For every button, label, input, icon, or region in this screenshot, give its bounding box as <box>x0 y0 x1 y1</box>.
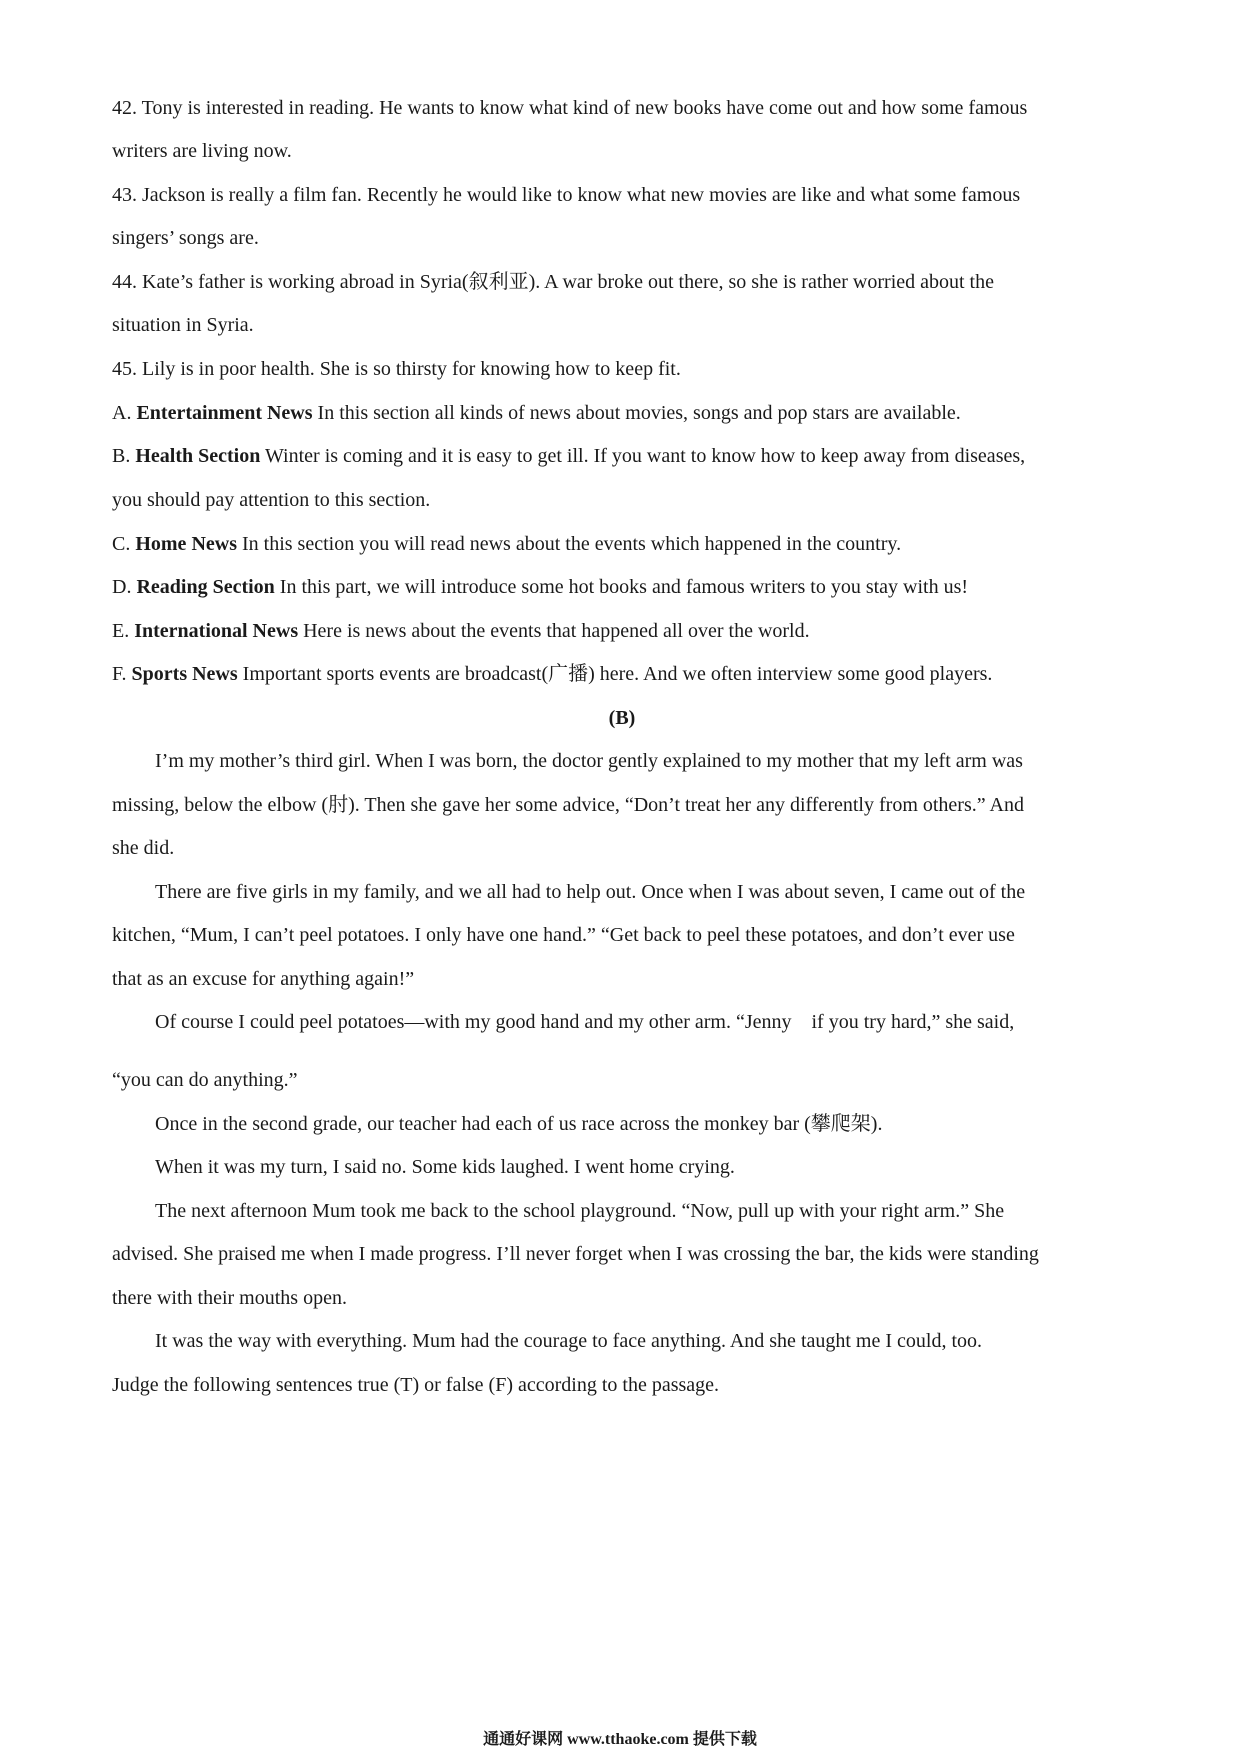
passage-line: It was the way with everything. Mum had the courage to face anything. And she taught me I could, too. <box>155 1330 983 1352</box>
passage-line: There are five girls in my family, and we all had to help out. Once when I was about seven, I came out of the <box>155 881 1026 903</box>
option-text: In this section all kinds of news about movies, songs and pop stars are available. <box>317 402 961 424</box>
option-title: Health Section <box>135 445 261 467</box>
option-f <box>112 660 992 688</box>
option-title: International News <box>134 620 299 642</box>
passage-line: she did. <box>112 837 175 859</box>
passage-line: advised. She praised me when I made progress. I’ll never forget when I was crossing the bar, the kids were standing <box>112 1243 1039 1265</box>
instruction-text: Judge the following sentences true (T) or false (F) according to the passage. <box>112 1374 720 1396</box>
passage-line: kitchen, “Mum, I can’t peel potatoes. I only have one hand.” “Get back to peel these potatoes, and don’t ever use <box>112 924 1015 946</box>
option-text: Here is news about the events that happened all over the world. <box>303 620 810 642</box>
option-letter: F. <box>112 663 127 685</box>
question-43-line-2: singers’ songs are. <box>112 227 259 249</box>
option-text: Winter is coming and it is easy to get ill. If you want to know how to keep away from diseases, <box>264 445 1026 467</box>
passage-line: there with their mouths open. <box>112 1287 347 1309</box>
option-title: Reading Section <box>136 576 275 598</box>
option-b-continued: you should pay attention to this section. <box>112 489 431 511</box>
question-42-line-1: 42. Tony is interested in reading. He wants to know what kind of new books have come out and how some famous <box>112 97 1028 119</box>
option-title: Home News <box>135 533 237 555</box>
question-44-line-1: 44. Kate’s father is working abroad in Syria(叙利亚). A war broke out there, so she is rather worried about the <box>112 271 994 293</box>
option-title: Sports News <box>131 663 238 685</box>
passage-line: that as an excuse for anything again!” <box>112 968 415 990</box>
section-b-heading: (B) <box>608 707 636 729</box>
option-d <box>112 573 968 601</box>
option-b <box>112 442 1025 470</box>
passage-line: “you can do anything.” <box>112 1069 298 1091</box>
option-text: In this part, we will introduce some hot books and famous writers to you stay with us! <box>279 576 969 598</box>
option-title: Entertainment News <box>136 402 313 424</box>
option-e <box>112 617 810 645</box>
passage-line: The next afternoon Mum took me back to the school playground. “Now, pull up with your right arm.” She <box>155 1200 1005 1222</box>
question-45-line-1: 45. Lily is in poor health. She is so thirsty for knowing how to keep fit. <box>112 358 681 380</box>
option-letter: B. <box>112 445 131 467</box>
passage-line: I’m my mother’s third girl. When I was born, the doctor gently explained to my mother that my left arm was <box>155 750 1023 772</box>
option-letter: A. <box>112 402 132 424</box>
question-44-line-2: situation in Syria. <box>112 314 254 336</box>
passage-line: Of course I could peel potatoes—with my good hand and my other arm. “Jenny if you try hard,” she said, <box>155 1011 1015 1033</box>
option-letter: D. <box>112 576 132 598</box>
passage-line: When it was my turn, I said no. Some kids laughed. I went home crying. <box>155 1156 735 1178</box>
option-letter: E. <box>112 620 130 642</box>
passage-line: Once in the second grade, our teacher had each of us race across the monkey bar (攀爬架). <box>155 1113 883 1135</box>
question-43-line-1: 43. Jackson is really a film fan. Recently he would like to know what new movies are like and what some famous <box>112 184 1021 206</box>
page-footer: 通通好课网 www.tthaoke.com 提供下载 <box>483 1731 757 1748</box>
option-text: In this section you will read news about the events which happened in the country. <box>241 533 902 555</box>
option-letter: C. <box>112 533 131 555</box>
option-a <box>112 399 961 427</box>
passage-line: missing, below the elbow (肘). Then she gave her some advice, “Don’t treat her any differently from others.” And <box>112 794 1024 816</box>
option-c <box>112 530 901 558</box>
question-42-line-2: writers are living now. <box>112 140 292 162</box>
option-text: Important sports events are broadcast(广播) here. And we often interview some good players. <box>242 663 993 685</box>
